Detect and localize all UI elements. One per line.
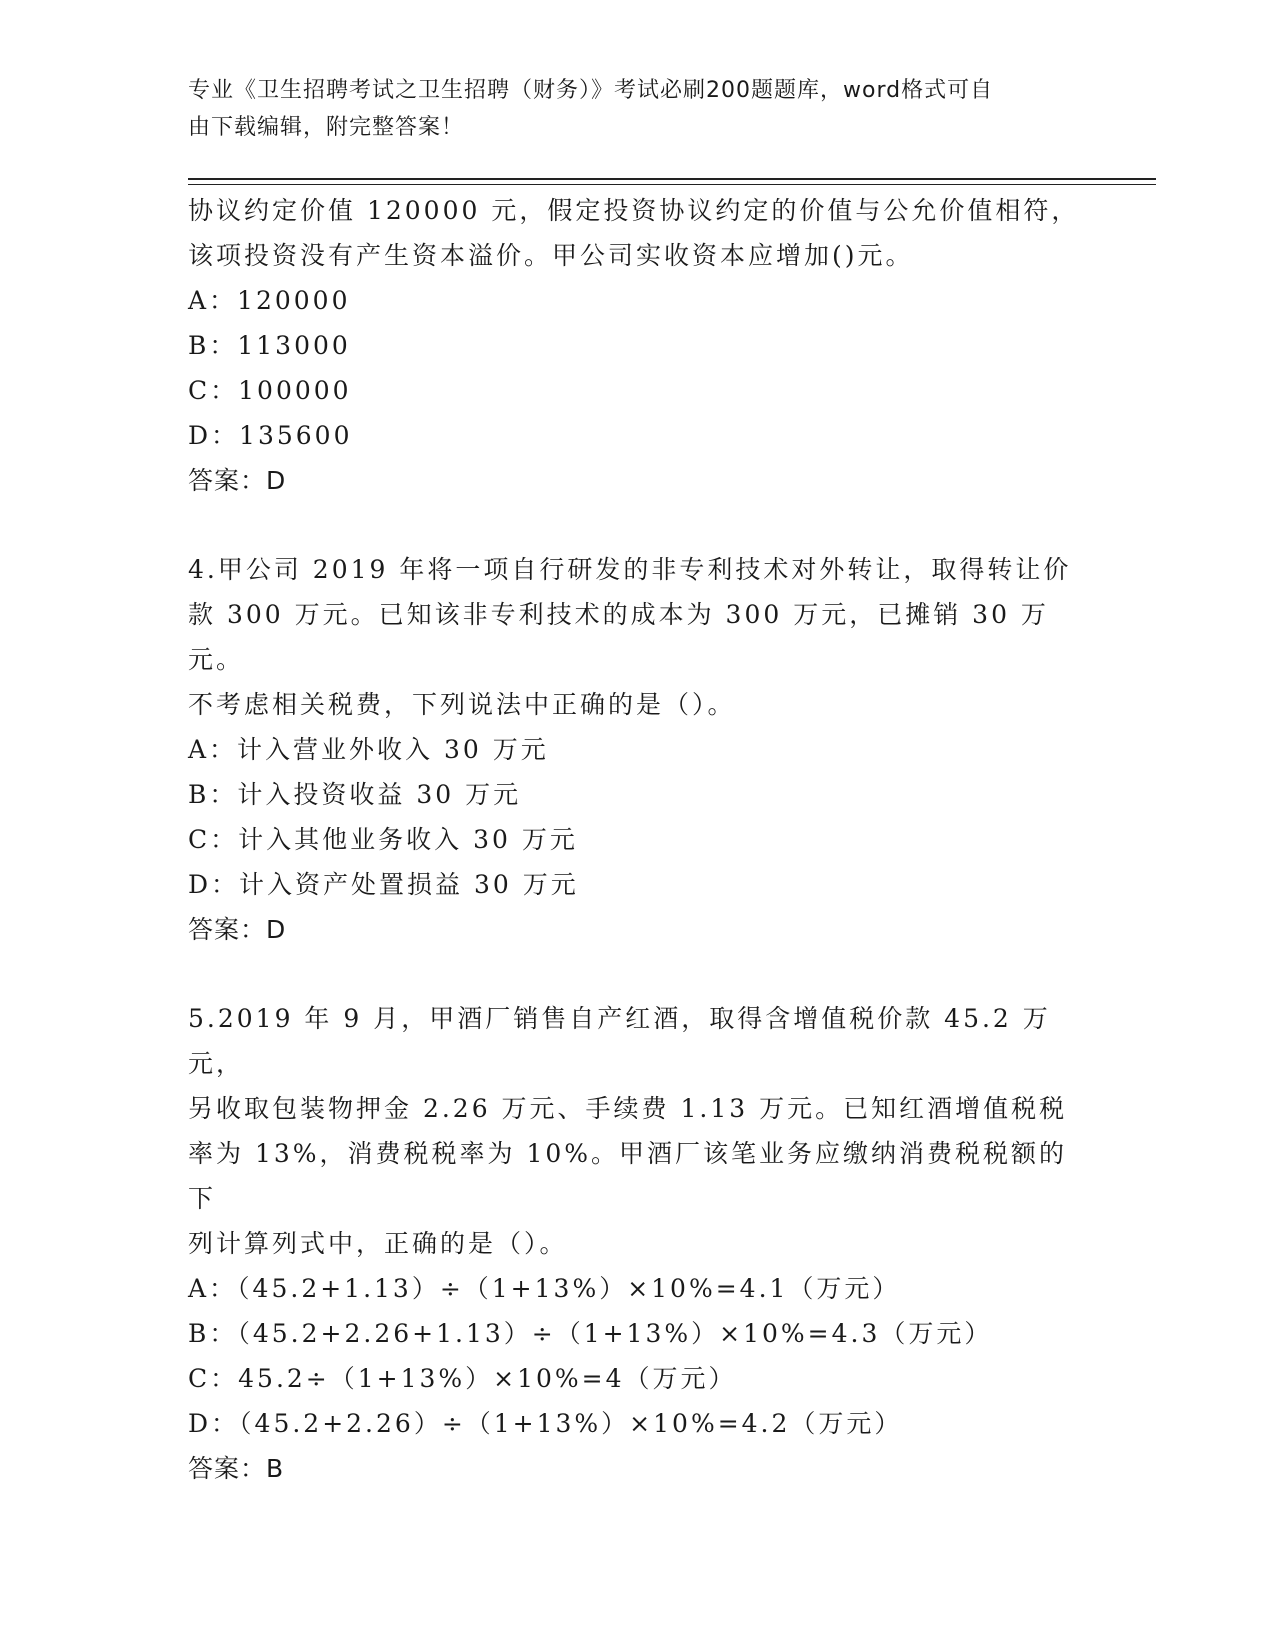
answer-line: 答案：D: [188, 466, 287, 495]
header-title-line-1: 专业《卫生招聘考试之卫生招聘（财务）》考试必刷200题题库，word格式可自: [188, 78, 994, 103]
option-d: D：135600: [188, 421, 353, 450]
header-title-line-2: 由下载编辑，附完整答案！: [188, 115, 465, 140]
question-text-line: 款 300 万元。已知该非专利技术的成本为 300 万元，已摊销 30 万元。: [188, 600, 1049, 674]
spacer: [188, 503, 1088, 547]
option-c: C：100000: [188, 376, 352, 405]
question-text-line: 列计算列式中，正确的是（）。: [188, 1229, 568, 1258]
question-text-line: 不考虑相关税费，下列说法中正确的是（）。: [188, 690, 736, 719]
spacer: [188, 952, 1088, 996]
option-b: B：计入投资收益 30 万元: [188, 780, 522, 809]
document-body: [188, 188, 1088, 1491]
question-text-line: 4.甲公司 2019 年将一项自行研发的非专利技术对外转让，取得转让价: [188, 555, 1072, 584]
question-4: [188, 547, 1088, 952]
option-b: B：113000: [188, 331, 351, 360]
document-header: [188, 72, 1068, 146]
question-text-line: 5.2019 年 9 月，甲酒厂销售自产红酒，取得含增值税价款 45.2 万元，: [188, 1004, 1051, 1078]
option-a: A：计入营业外收入 30 万元: [188, 735, 549, 764]
option-c: C：计入其他业务收入 30 万元: [188, 825, 578, 854]
header-rule-thick: [188, 178, 1156, 180]
option-b: B：（45.2+2.26+1.13）÷（1+13%）×10%=4.3（万元）: [188, 1319, 993, 1348]
answer-line: 答案：D: [188, 915, 287, 944]
option-a: A：（45.2+1.13）÷（1+13%）×10%=4.1（万元）: [188, 1274, 901, 1303]
question-text-line: 该项投资没有产生资本溢价。甲公司实收资本应增加()元。: [188, 241, 914, 270]
option-a: A：120000: [188, 286, 351, 315]
option-c: C：45.2÷（1+13%）×10%=4（万元）: [188, 1364, 737, 1393]
question-text-line: 率为 13%，消费税税率为 10%。甲酒厂该笔业务应缴纳消费税税额的下: [188, 1139, 1068, 1213]
question-5: [188, 996, 1088, 1491]
header-rule-thin: [188, 184, 1156, 185]
option-d: D：（45.2+2.26）÷（1+13%）×10%=4.2（万元）: [188, 1409, 903, 1438]
question-3: [188, 188, 1088, 503]
question-text-line: 另收取包装物押金 2.26 万元、手续费 1.13 万元。已知红酒增值税税: [188, 1094, 1068, 1123]
question-text-line: 协议约定价值 120000 元，假定投资协议约定的价值与公允价值相符，: [188, 196, 1080, 225]
answer-line: 答案：B: [188, 1454, 285, 1483]
option-d: D：计入资产处置损益 30 万元: [188, 870, 579, 899]
